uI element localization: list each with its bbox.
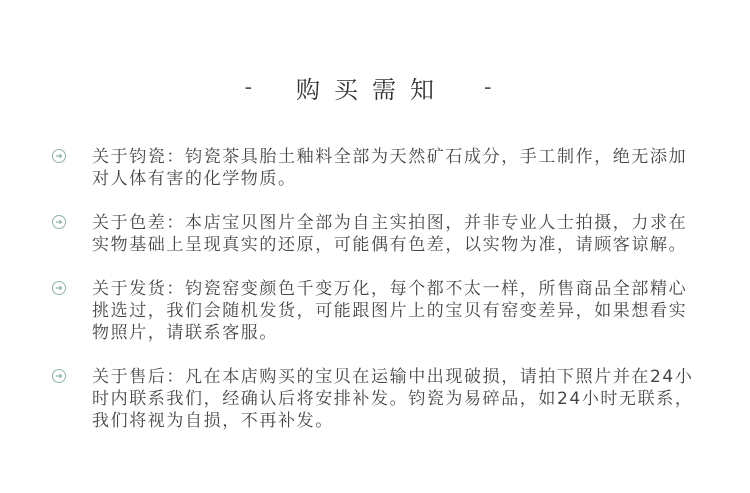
notes-list [0, 146, 750, 454]
circle-arrow-right-icon [52, 215, 66, 229]
note-item-material [0, 146, 750, 190]
circle-arrow-right-icon [52, 149, 66, 163]
note-text: 关于发货：钧瓷窑变颜色千变万化，每个都不太一样，所售商品全部精心挑选过，我们会随机发货，可能跟图片上的宝贝有窑变差异，如果想看实物照片，请联系客服。 [92, 279, 688, 343]
title-dash-right: - [484, 75, 506, 100]
page-title [0, 70, 750, 105]
circle-arrow-right-icon [52, 369, 66, 383]
note-item-color [0, 212, 750, 256]
title-dash-left: - [244, 75, 266, 100]
note-text: 关于钧瓷：钧瓷茶具胎土釉料全部为天然矿石成分，手工制作，绝无添加对人体有害的化学物质。 [92, 147, 688, 189]
note-item-shipping [0, 278, 750, 344]
title-text: 购买需知 [296, 76, 448, 104]
note-text: 关于售后：凡在本店购买的宝贝在运输中出现破损，请拍下照片并在24小时内联系我们，经确认后将安排补发。钧瓷为易碎品，如24小时无联系，我们将视为自损，不再补发。 [92, 367, 694, 431]
circle-arrow-right-icon [52, 281, 66, 295]
note-text: 关于色差：本店宝贝图片全部为自主实拍图，并非专业人士拍摄，力求在实物基础上呈现真实的还原，可能偶有色差，以实物为准，请顾客谅解。 [92, 213, 688, 255]
note-item-aftersales [0, 366, 750, 432]
